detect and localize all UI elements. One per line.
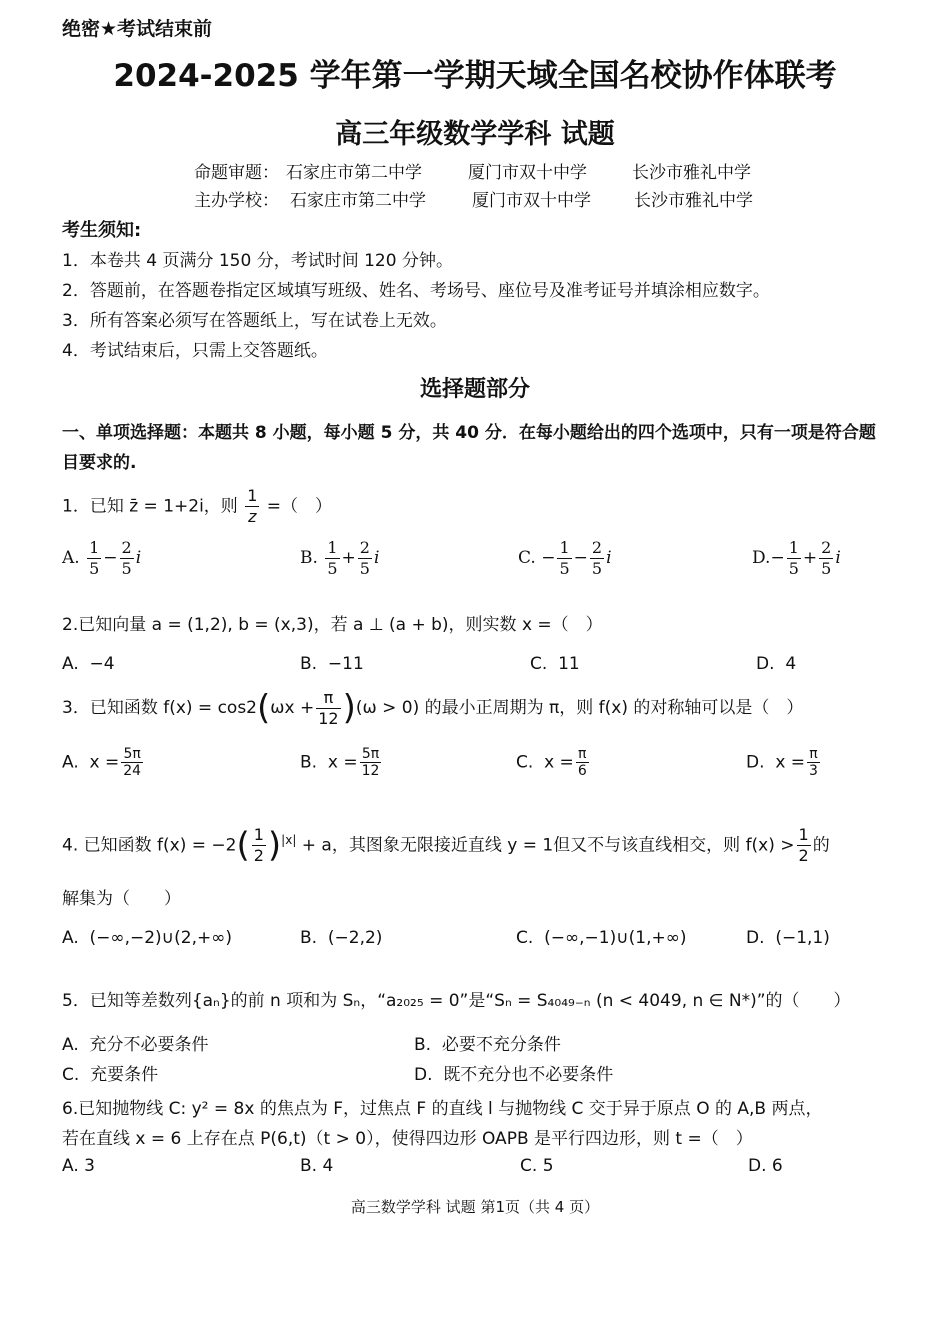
q6-option-c: C. 5 [520, 1156, 554, 1176]
q4-option-d: D. (−1,1) [746, 928, 830, 948]
q1-option-c: C. − $\frac{1}{5}$ − $\frac{2}{5}$ i [518, 538, 612, 578]
q4-line-2: 解集为（ ） [62, 889, 181, 909]
q6-option-d: D. 6 [748, 1156, 783, 1176]
note-item: 4．考试结束后，只需上交答题纸。 [62, 341, 328, 361]
q3-option-d: D. x = $\frac{\pi}{3}$ [746, 746, 818, 779]
confidential-label: 绝密★考试结束前 [62, 18, 213, 40]
question-1-stem [62, 486, 332, 527]
q5-option-c: C. 充要条件 [62, 1065, 159, 1085]
q4-stem-b: + a，其图象无限接近直线 y = 1但又不与该直线相交，则 f(x) > [301, 835, 795, 856]
setter-school-1: 石家庄市第二中学 [286, 163, 422, 183]
q4-stem-c: 的 [812, 835, 830, 856]
q2-option-b: B. −11 [300, 654, 364, 674]
q2-option-c: C. 11 [530, 654, 580, 674]
note-item: 2．答题前，在答题卷指定区域填写班级、姓名、考场号、座位号及准考证号并填涂相应数字。 [62, 281, 770, 301]
setter-label: 命题审题： [194, 163, 279, 183]
note-item: 3．所有答案必须写在答题纸上，写在试卷上无效。 [62, 311, 447, 331]
q5-option-b: B. 必要不充分条件 [414, 1035, 561, 1055]
q4-option-c: C. (−∞,−1)∪(1,+∞) [516, 928, 687, 948]
q4-stem-a: 4. 已知函数 f(x) = −2 [62, 835, 237, 856]
question-5-stem: 5．已知等差数列{aₙ}的前 n 项和为 Sₙ，“a₂₀₂₅ = 0”是“Sₙ = S₄₀₄₉₋ₙ (n < 4049, n ∈ N*)”的（ ） [62, 991, 851, 1011]
q1-stem-tail: =（ ） [266, 496, 333, 517]
q5-option-d: D. 既不充分也不必要条件 [414, 1065, 614, 1085]
host-school-1: 石家庄市第二中学 [290, 191, 426, 211]
q3-stem-b: ωx + [270, 698, 315, 718]
q1-option-a: A. $\frac{1}{5}$ − $\frac{2}{5}$ i [62, 538, 142, 578]
section-title: 选择题部分 [419, 377, 530, 402]
question-4-stem: 4. 已知函数 f(x) = −2( $\frac{1}{2}$ )$^{|x|}$ + a，其图象无限接近直线 y = 1但又不与该直线相交，则 f(x) > $\frac{1}{2}$ 的 [62, 825, 830, 866]
q4-exponent: |x| [281, 833, 297, 847]
page-footer: 高三数学学科 试题 第1页（共 4 页） [350, 1198, 600, 1216]
part-instruction: 一、单项选择题：本题共 8 小题，每小题 5 分，共 40 分．在每小题给出的四个选项中，只有一项是符合题目要求的. [62, 423, 876, 473]
q2-option-d: D. 4 [756, 654, 797, 674]
q6-option-a: A. 3 [62, 1156, 95, 1176]
q3-stem-a: 3．已知函数 f(x) = cos2 [62, 698, 258, 718]
q1-option-b: B. $\frac{1}{5}$ + $\frac{2}{5}$ i [300, 538, 380, 578]
q1-frac-num: 1 [247, 486, 258, 505]
q2-option-a: A. −4 [62, 654, 115, 674]
q3-stem-c: (ω > 0) 的最小正周期为 π，则 f(x) 的对称轴可以是（ ） [355, 698, 804, 718]
notes-heading: 考生须知: [62, 220, 142, 241]
option-label: C. [518, 548, 536, 568]
question-2-stem: 2.已知向量 a = (1,2), b = (x,3)，若 a ⊥ (a + b)，则实数 x =（ ） [62, 615, 603, 635]
exam-subtitle: 高三年级数学学科 试题 [335, 119, 615, 150]
question-6-line-1: 6.已知抛物线 C: y² = 8x 的焦点为 F，过焦点 F 的直线 l 与抛物线 C 交于异于原点 O 的 A,B 两点， [62, 1099, 823, 1119]
option-label: B. [300, 548, 318, 568]
organizer-block [194, 158, 834, 214]
q3-option-a: A. x = $\frac{5\pi}{24}$ [62, 746, 142, 779]
q1-stem-text: 1．已知 z̄ = 1+2i，则 [62, 496, 238, 517]
setter-school-2: 厦门市双十中学 [468, 163, 587, 183]
note-item: 1．本卷共 4 页满分 150 分，考试时间 120 分钟。 [62, 251, 453, 271]
option-label: D. [752, 548, 771, 568]
q6-option-b: B. 4 [300, 1156, 334, 1176]
host-school-3: 长沙市雅礼中学 [634, 191, 753, 211]
q4-option-a: A. (−∞,−2)∪(2,+∞) [62, 928, 233, 948]
q1-frac-den: z [248, 507, 257, 526]
question-6-line-2: 若在直线 x = 6 上存在点 P(6,t)（t > 0），使得四边形 OAPB 是平行四边形，则 t =（ ） [62, 1129, 753, 1149]
host-label: 主办学校： [194, 191, 279, 211]
setter-school-3: 长沙市雅礼中学 [632, 163, 751, 183]
question-3-stem: 3．已知函数 f(x) = cos2(ωx + $\frac{\pi}{12}$ )(ω > 0) 的最小正周期为 π，则 f(x) 的对称轴可以是（ ） [62, 687, 804, 728]
q4-option-b: B. (−2,2) [300, 928, 383, 948]
q3-option-c: C. x = $\frac{\pi}{6}$ [516, 746, 587, 779]
q5-option-a: A. 充分不必要条件 [62, 1035, 209, 1055]
q3-option-b: B. x = $\frac{5\pi}{12}$ [300, 746, 380, 779]
q1-option-d: D.− $\frac{1}{5}$ + $\frac{2}{5}$ i [752, 538, 841, 578]
exam-title: 2024-2025 学年第一学期天域全国名校协作体联考 [113, 58, 837, 94]
option-label: A. [62, 548, 80, 568]
host-school-2: 厦门市双十中学 [472, 191, 591, 211]
q1-fraction [245, 486, 259, 527]
